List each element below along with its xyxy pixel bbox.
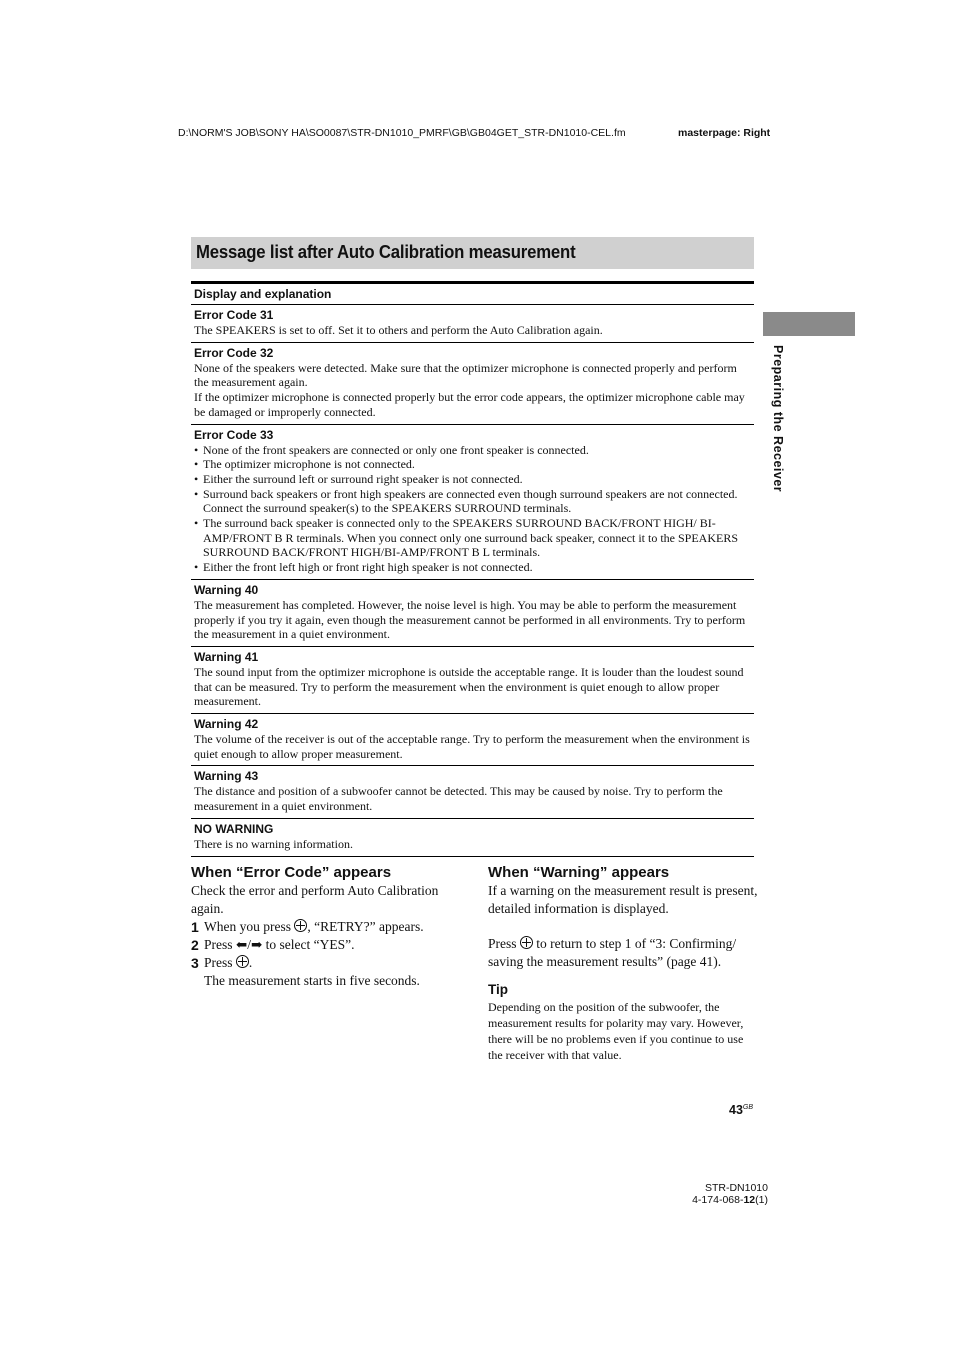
message-text: There is no warning information. xyxy=(194,836,353,851)
step-text: Press xyxy=(204,955,236,970)
model-name: STR-DN1010 xyxy=(704,1182,768,1194)
enter-button-icon xyxy=(236,955,249,968)
message-table xyxy=(191,281,754,857)
message-text: The SPEAKERS is set to off. Set it to others and perform the Auto Calibration again. xyxy=(194,323,603,337)
step-note: The measurement starts in five seconds. xyxy=(204,973,420,988)
cause-list xyxy=(194,443,751,575)
warning-section-heading: When “Warning” appears xyxy=(488,864,670,881)
side-tab-marker xyxy=(763,312,855,336)
table-row xyxy=(191,714,754,766)
tip-text: Depending on the position of the subwoofer, the measurement results for polarity may vary. However, there will be no problems even if you continue to use the receiver with that value. xyxy=(488,1000,744,1062)
tip-heading: Tip xyxy=(488,982,508,997)
step-text: , “RETRY?” appears. xyxy=(307,919,424,934)
list-item: • Surround back speakers or front high speakers are connected even though surround speakers are not connected. Connect the surround speaker(s) to the SPEAKERS SURROUND terminals. xyxy=(194,487,751,516)
table-header: Display and explanation xyxy=(191,284,754,305)
step-2 xyxy=(191,936,461,954)
instruction-text: to return to step 1 of “3: Confirming/ saving the measurement results” (page 41). xyxy=(488,936,737,969)
enter-button-icon xyxy=(520,936,533,949)
warning-section-instruction xyxy=(488,935,758,971)
message-code: Warning 40 xyxy=(194,582,259,597)
table-row xyxy=(191,343,754,425)
step-number: 1 xyxy=(191,919,199,935)
message-text: None of the speakers were detected. Make sure that the optimizer microphone is connected properly and perform the measurement again. xyxy=(194,360,737,390)
instruction-text: Press xyxy=(488,936,520,951)
message-code: Warning 43 xyxy=(194,769,259,784)
model-code-version: 12 xyxy=(743,1194,756,1206)
list-item: • The surround back speaker is connected only to the SPEAKERS SURROUND BACK/FRONT HIGH/ BI-AMP/FRONT B R terminals. When you connect only one surround back speaker, connect it to the SPEAKERS SURROUND BACK/FRONT HIGH/BI-AMP/FRONT B L terminals. xyxy=(194,516,751,560)
step-3 xyxy=(191,954,461,972)
list-item: • The optimizer microphone is not connected. xyxy=(194,457,751,472)
table-row xyxy=(191,305,754,343)
masterpage-label: masterpage: Right xyxy=(678,127,771,139)
step-text: When you press xyxy=(204,919,295,934)
message-text: The sound input from the optimizer microphone is outside the acceptable range. It is louder than the loudest sound that can be measured. Try to perform the measurement when the environment is quiet enough to allow proper measurement. xyxy=(194,664,744,709)
message-text: If the optimizer microphone is connected properly but the error code appears, the optimizer microphone cable may be damaged or improperly connected. xyxy=(194,390,745,419)
section-title-bar xyxy=(191,237,754,269)
model-code-prefix: 4-174-068- xyxy=(692,1194,744,1206)
enter-button-icon xyxy=(294,919,307,932)
message-code: NO WARNING xyxy=(194,821,274,836)
step-text: . xyxy=(248,955,253,970)
page-number xyxy=(729,1103,753,1117)
table-row xyxy=(191,425,754,580)
message-text: The measurement has completed. However, the noise level is high. You may be able to perform the measurement properly if you try it again, even though the measurement cannot be performed in all environments. Try to perform the measurement in a quiet environment. xyxy=(194,597,746,642)
section-title: Message list after Auto Calibration measurement xyxy=(196,242,576,262)
message-text: The distance and position of a subwoofer cannot be detected. This may be caused by noise. Try to perform the measurement in a quiet environment. xyxy=(194,784,723,814)
footer-model-info xyxy=(692,1182,768,1206)
error-section-intro: Check the error and perform Auto Calibration again. xyxy=(191,883,439,916)
step-number: 3 xyxy=(191,955,199,971)
warning-section-intro: If a warning on the measurement result is present, detailed information is displayed. xyxy=(488,883,758,916)
message-code: Error Code 32 xyxy=(194,345,274,360)
message-code: Error Code 33 xyxy=(194,427,274,442)
table-row xyxy=(191,819,754,856)
message-code: Warning 42 xyxy=(194,717,259,732)
model-code-suffix: (1) xyxy=(755,1194,768,1206)
message-code: Warning 41 xyxy=(194,649,259,664)
file-path-header: D:\NORM'S JOB\SONY HA\SO0087\STR-DN1010_PMRF\GB\GB04GET_STR-DN1010-CEL.fm xyxy=(178,127,626,139)
step-number: 2 xyxy=(191,937,199,953)
step-1 xyxy=(191,918,461,936)
side-chapter-label: Preparing the Receiver xyxy=(771,345,785,493)
message-code: Error Code 31 xyxy=(194,308,274,322)
page-number-value: 43 xyxy=(729,1103,743,1117)
list-item: • None of the front speakers are connected or only one front speaker is connected. xyxy=(194,443,751,458)
error-code-section xyxy=(191,864,461,990)
model-code xyxy=(692,1194,768,1206)
page-number-suffix: GB xyxy=(742,1103,754,1111)
table-row xyxy=(191,580,754,647)
message-text: The volume of the receiver is out of the acceptable range. Try to perform the measurement when the environment is quiet enough to allow proper measurement. xyxy=(194,732,750,761)
list-item: • Either the front left high or front right high speaker is not connected. xyxy=(194,560,751,575)
warning-section xyxy=(488,864,758,1063)
step-text: Press ⬅/➡ to select “YES”. xyxy=(204,937,355,952)
table-row xyxy=(191,647,754,714)
table-row xyxy=(191,766,754,818)
list-item: • Either the surround left or surround right speaker is not connected. xyxy=(194,472,751,487)
error-section-heading: When “Error Code” appears xyxy=(191,864,392,881)
